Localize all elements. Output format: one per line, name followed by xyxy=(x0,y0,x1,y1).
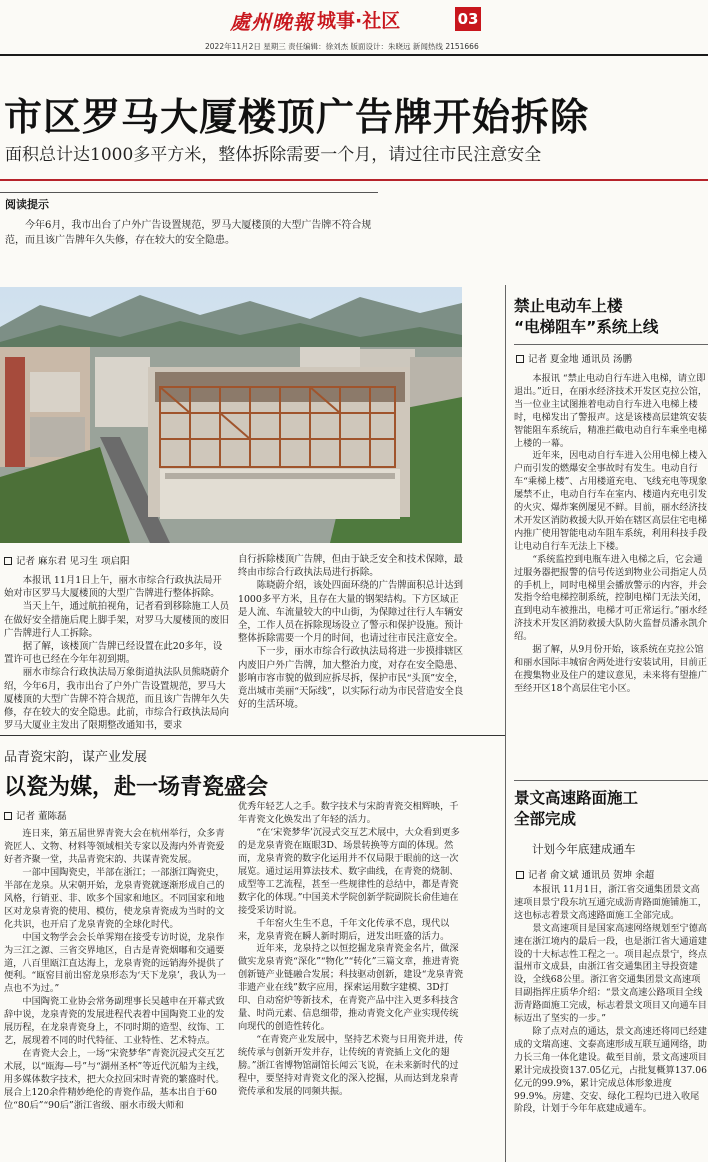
sidebar1-paragraph: 近年来，因电动自行车进入公用电梯上楼入户而引发的燃爆安全事故时有发生。电动自行车“乘梯上楼”、占用楼道充电、飞线充电等现象屡禁不止，电动自行车在室内、楼道内充电引发的火灾、爆炸案例屡见不鲜。目前，丽水经济技术开发区消防救援大队开始在辖区高层住宅电梯内推广使用智能电动车阻车系统，利用科技手段让电动自行车无法上下楼。 xyxy=(514,450,708,552)
column-divider xyxy=(505,285,506,1162)
sidebar2-paragraph: 本报讯 11月1日，浙江省交通集团景文高速项目景宁段东坑互通完成沥青路面施铺施工，这也标志着景文高速路面施工全部完成。 xyxy=(514,884,707,921)
culture-column-1 xyxy=(4,828,230,1113)
sidebar2-byline-text: 记者 俞文斌 通讯员 贺坤 余超 xyxy=(528,870,655,881)
culture-byline xyxy=(4,808,67,822)
sidebar1-byline-text: 记者 夏金地 通讯员 汤鹏 xyxy=(528,354,633,365)
culture-paragraph: “在‘宋瓷梦华’沉浸式交互艺术展中，大众看到更多的是龙泉青瓷在瓯眼3D、场景转换等方面的体现。然而，龙泉青瓷的数字化运用并不仅局限于眼前的这一次展览。通过运用算法技术、数字曲线，在青瓷的烧制、成型等工艺流程，甚至一些规律性的总结中，都是青瓷数字化的体现。”中国美术学院创新学院副院长俞佳迪在接受采访时说。 xyxy=(238,826,460,916)
page-number: 03 xyxy=(455,7,481,31)
sidebar1-title xyxy=(514,296,708,338)
culture-paragraph: 中国文物学会会长单霁翔在接受专访时说，龙泉作为三江之源、三省交界地区，自古是青瓷烟嘟和交通要道，八百里瓯江直达海上，龙泉青瓷的远销海外提供了便利。“瓯窑目前出窑龙泉形态为‘天下龙泉’，我认为一点也不为过。” xyxy=(4,931,226,995)
sidebar2-subtitle: 计划今年底建成通车 xyxy=(532,842,636,856)
culture-paragraph: 优秀年轻艺人之手。数字技术与宋韵青瓷交相辉映，千年青瓷文化焕发出了年轻的活力。 xyxy=(238,801,459,825)
sidebar2-byline xyxy=(516,867,654,881)
headline-divider xyxy=(0,179,708,181)
sidebar1-paragraph: 本报讯 “禁止电动自行车进入电梯，请立即退出。”近日，在丽水经济技术开发区克拉公馆，当一位业主试图推着电动自行车进入电梯上楼时，电梯发出了警报声。这是该楼高层建筑安装智能阻车系统后，精准拦截电动自行车乘坐电梯上楼的一幕。 xyxy=(514,373,708,449)
lead-paragraph: 自行拆除楼顶广告牌，但由于缺乏安全和技术保障，最终由市综合行政执法局进行拆除。 xyxy=(238,554,464,579)
sidebar1-byline xyxy=(516,351,632,365)
sidebar1-title-line1: 禁止电动车上楼 xyxy=(514,297,623,315)
byline-square-icon xyxy=(516,355,524,363)
lead-subhead: 面积总计达1000多平方米，整体拆除需要一个月，请过往市民注意安全 xyxy=(5,145,542,165)
culture-title: 以瓷为媒，赴一场青瓷盛会 xyxy=(4,775,269,800)
culture-paragraph: 千年窑火生生不息，千年文化传承不息，现代以来，龙泉青瓷在瞬人新时期后，迸发出旺盛的活力。 xyxy=(238,917,450,942)
lead-byline-text: 记者 麻东君 见习生 项启阳 xyxy=(16,556,130,567)
lead-column-2 xyxy=(238,553,464,711)
culture-kicker: 品青瓷宋韵，谋产业发展 xyxy=(4,750,148,765)
lead-paragraph: 据了解，该楼顶广告牌已经设置在此20多年，设置许可也已经在今年年初到期。 xyxy=(4,641,223,666)
sidebar1-title-line2: “电梯阻车”系统上线 xyxy=(514,318,659,336)
aerial-city-photo xyxy=(0,287,462,543)
culture-top-rule xyxy=(0,735,505,736)
byline-square-icon xyxy=(4,557,12,565)
culture-paragraph: 中国陶瓷工业协会常务副理事长吴越申在开幕式致辞中说，龙泉青瓷的发展进程代表着中国陶瓷工业的发展历程，在龙泉青瓷身上，不同时期的造型、纹饰、工艺，展现着不同的时代特征、工业特性、艺术特点。 xyxy=(4,996,225,1047)
sidebar2-body xyxy=(514,884,708,1116)
sidebar2-title-line2: 全部完成 xyxy=(514,810,577,828)
lead-paragraph: 陈晓蔚介绍，该处四面环绕的广告牌面积总计达到1000多平方米，且存在大量的钢架结构。下方区域正是人流、车流量较大的中山街，为保障过往行人车辆安全，工作人员在拆除现场设立了警示和保护设施。预计整体拆除需要一个月的时间，也请过往市民注意安全。 xyxy=(238,580,464,645)
culture-column-2 xyxy=(238,801,464,1099)
lead-paragraph: 本报讯 11月1日上午，丽水市综合行政执法局开始对市区罗马大厦楼顶的大型广告牌进行整体拆除。 xyxy=(4,575,222,600)
lead-paragraph: 当天上午，通过航拍视角，记者看到移除施工人员在做好安全措施后爬上脚手架，对罗马大厦楼顶的废旧广告牌进行人工拆除。 xyxy=(4,601,230,639)
sidebar1-paragraph: “系统监控到电瓶车进入电梯之后，它会通过服务器把报警的信号传送到物业公司指定人员的手机上，同时电梯里会播放警示的内容，并会发指令给电梯控制系统，控制电梯门无法关闭，直到电动车被推出，电梯才可正常运行。”丽水经济技术开发区消防救援大队防火监督员潘永凯介绍。 xyxy=(514,553,708,643)
newspaper-logo: 處州晚報 xyxy=(230,10,314,34)
dateline: 2022年11月2日 星期三 责任编辑：徐刘杰 版面设计：朱晓远 新闻热线 2151666 xyxy=(205,42,479,51)
sidebar2-paragraph: 除了点对点的通达，景文高速还将同已经建成的文瑞高速、文泰高速形成互联互通网络，助力长三角一体化建设。截至目前，景文高速项目累计完成投资137.05亿元，占批复概算137.06亿元的99.9%，累计完成总体形象进度99.9%。房建、交安、绿化工程均已进入收尾阶段，计划于今年年底建成通车。 xyxy=(514,1025,707,1115)
sidebar1-body xyxy=(514,373,708,696)
sidebar2-top-rule xyxy=(514,780,708,781)
sidebar2-title-line1: 景文高速路面施工 xyxy=(514,789,639,807)
culture-paragraph: “在青瓷产业发展中，坚持艺术瓷与日用瓷并进，传统传承与创新开发并存，让传统的青瓷插上文化的翅膀。”浙江省博物馆副馆长闻云飞说，在未来新时代的过程中，要坚持对青瓷文化的深入挖掘，从而达到龙泉青瓷传承和发展的同频共振。 xyxy=(238,1034,464,1097)
lead-photo xyxy=(0,287,462,543)
masthead-divider xyxy=(0,54,708,56)
lead-paragraph: 下一步，丽水市综合行政执法局将进一步摸排辖区内废旧户外广告牌，加大整治力度，对存在安全隐患、影响市容市貌的做到应拆尽拆，保护市民“头顶”安全，竟出城市美丽“天际线”，以实际行动为市民营造安全良好的生活环境。 xyxy=(238,646,464,711)
lead-byline xyxy=(4,553,130,567)
sidebar2-paragraph: 景文高速项目是国家高速网络规划至宁德高速在浙江境内的最后一段，也是浙江省大通道建设的十大标志性工程之一。项目起点景宁，终点温州市文成县，由浙江省交通集团主导投资建设，全线68公里。浙江省交通集团景文高速项目副指挥庄质华介绍：“景文高速公路项目全线沥青路面施工完成，标志着景文项目又向通车目标迈出了坚实的一步。” xyxy=(514,922,707,1025)
lead-paragraph: 丽水市综合行政执法局万象街道执法队员熊晓蔚介绍，今年6月，我市出台了户外广告设置规范，罗马大厦楼顶的大型广告牌不符合规范，而且该广告牌年久失修，存在较大的安全隐患。此前，市综合行政执法局向罗马大厦业主发出了限期整改通知书，要求 xyxy=(4,667,230,732)
culture-byline-text: 记者 董陈磊 xyxy=(16,811,67,822)
sidebar2-title xyxy=(514,788,708,830)
lead-column-1 xyxy=(4,574,230,732)
culture-paragraph: 在青瓷大会上，一场“宋瓷梦华”青瓷沉浸式交互艺术展，以“瓯海—号”与“湖州圣杯”等近代沉船为主线，用多媒体数字技术，把大众拉回宋时青瓷的繁盛时代。展合上120余件精妙绝伦的青瓷作品，基本出自于60位“80后”“90后”浙江省级、丽水市级大师和 xyxy=(4,1048,225,1112)
culture-paragraph: 近年来，龙泉持之以恒挖掘龙泉青瓷金名片，做深做实龙泉青瓷“深化”“物化”“转化”三篇文章，推进青瓷创新链产业链融合发展；科技驱动创新，建设“龙泉青瓷非遗产业在线”数字应用，探索运用数字建模、3D打印、自动窑炉等新技术，在青瓷产品中注入更多科技含量、时尚元素、信息细带，推动青瓷文化产业实现传统向现代的创造性转化。 xyxy=(238,943,464,1033)
byline-square-icon xyxy=(516,871,524,879)
culture-paragraph: 一部中国陶瓷史，半部在浙江；一部浙江陶瓷史，半部在龙泉。从宋朝开始，龙泉青瓷就逐渐形成自己的风格，行销亚、非、欧多个国家和地区。不同国家和地区对龙泉青瓷的使用、模仿，使龙泉青瓷成为当时的文化共识，也开启了龙泉青瓷的全球化时代。 xyxy=(4,866,225,930)
guide-label: 阅读提示 xyxy=(5,198,49,211)
culture-paragraph: 连日来，第五届世界青瓷大会在杭州举行，众多青瓷匠人、文物、材料等领域相关专家以及海内外青瓷爱好者齐聚一堂，共品青瓷宋韵、共谋青瓷发展。 xyxy=(4,828,225,865)
guide-rule xyxy=(0,192,378,193)
section-title: 城事·社区 xyxy=(317,10,401,32)
guide-text: 今年6月，我市出台了户外广告设置规范，罗马大厦楼顶的大型广告牌不符合规范，而且该广告牌年久失修，存在较大的安全隐患。 xyxy=(5,220,372,246)
sidebar1-paragraph: 据了解，从9月份开始，该系统在克拉公馆和丽水国际丰城宿舍两处进行安装试用，目前正在搜集物业及住户的建议意见，未来将有望推广至经开区18个高层住宅小区。 xyxy=(514,644,707,694)
byline-square-icon xyxy=(4,812,12,820)
lead-headline: 市区罗马大厦楼顶广告牌开始拆除 xyxy=(4,95,590,139)
sidebar1-rule xyxy=(514,344,708,345)
